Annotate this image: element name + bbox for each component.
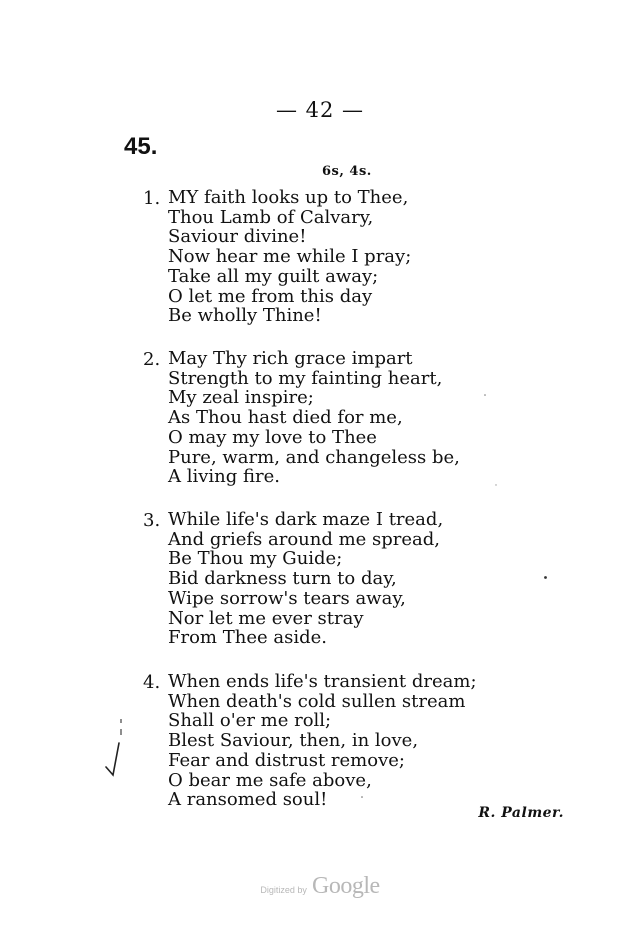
stanza-number: 1. xyxy=(143,188,161,209)
stanza-lines xyxy=(168,672,477,810)
page-number: — 42 — xyxy=(275,98,365,122)
verse-line: MY faith looks up to Thee, xyxy=(168,187,409,208)
verse-line: Be Thou my Guide; xyxy=(168,548,343,570)
speck-mark xyxy=(483,393,487,397)
stanza-lines xyxy=(168,349,460,487)
hymn-author: R. Palmer. xyxy=(478,805,564,821)
verse-line: Saviour divine! xyxy=(168,226,307,248)
pencil-check-mark xyxy=(100,715,130,780)
hymn-number: 45. xyxy=(124,133,158,160)
google-logo: Google xyxy=(311,873,380,899)
verse-line: Thou Lamb of Calvary, xyxy=(168,206,374,228)
stanza-number: 4. xyxy=(143,672,161,693)
stanza-number: 2. xyxy=(143,349,161,370)
verse-line: Pure, warm, and changeless be, xyxy=(168,446,460,468)
stanza-lines xyxy=(168,188,411,326)
verse-line: Wipe sorrow's tears away, xyxy=(168,587,406,609)
verse-line: My zeal inspire; xyxy=(168,387,314,409)
watermark-prefix: Digitized by xyxy=(260,885,307,895)
verse-line: As Thou hast died for me, xyxy=(168,407,403,429)
verse-line: While life's dark maze I tread, xyxy=(168,509,444,530)
verse-line: A ransomed soul! xyxy=(168,789,328,811)
verse-line: O let me from this day xyxy=(168,285,373,307)
verse-line: When death's cold sullen stream xyxy=(168,690,466,712)
verse-line: Nor let me ever stray xyxy=(168,607,364,629)
verse-line: Shall o'er me roll; xyxy=(168,710,332,732)
verse-line: O bear me safe above, xyxy=(168,769,372,791)
verse-line: A living fire. xyxy=(168,466,280,488)
stanza-number: 3. xyxy=(143,510,161,531)
verse-line: Fear and distrust remove; xyxy=(168,749,405,771)
verse-line: Be wholly Thine! xyxy=(168,305,322,327)
verse-line: Take all my guilt away; xyxy=(168,265,379,287)
google-watermark xyxy=(0,873,640,900)
verse-line: From Thee aside. xyxy=(168,627,327,649)
verse-line: Blest Saviour, then, in love, xyxy=(168,730,419,752)
verse-line: Bid darkness turn to day, xyxy=(168,568,397,590)
verse-line: May Thy rich grace impart xyxy=(168,348,413,369)
verse-line: Strength to my fainting heart, xyxy=(168,367,443,389)
verse-line: When ends life's transient dream; xyxy=(168,671,477,692)
speck-mark xyxy=(360,795,364,799)
verse-line: Now hear me while I pray; xyxy=(168,246,412,268)
stanza-lines xyxy=(168,510,443,648)
speck-mark xyxy=(494,483,498,487)
verse-line: And griefs around me spread, xyxy=(168,528,441,550)
hymn-meter: 6s, 4s. xyxy=(322,164,372,179)
verse-line: O may my love to Thee xyxy=(168,426,377,448)
speck-mark xyxy=(543,575,548,580)
